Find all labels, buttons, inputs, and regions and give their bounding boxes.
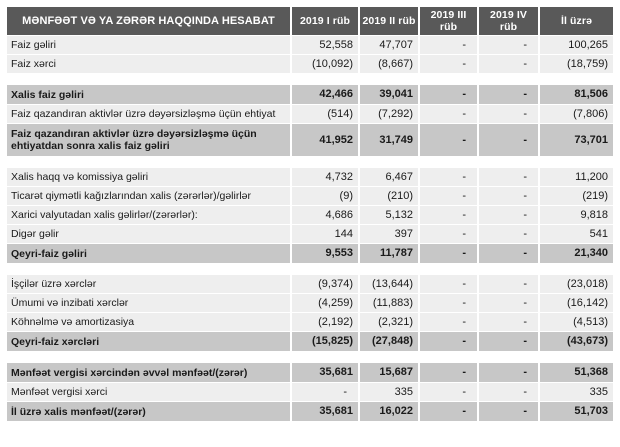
row-label: Faiz qazandıran aktivlər üzrə dəyərsizləşmə üçün ehtiyatdan sonra xalis faiz gəliri	[7, 124, 290, 156]
row-value: (11,883)	[360, 294, 418, 312]
row-value: (43,673)	[540, 332, 613, 351]
row-value: (10,092)	[292, 55, 358, 73]
row-label: Faiz gəliri	[7, 36, 290, 54]
row-label: Qeyri-faiz gəliri	[7, 244, 290, 263]
row-value: 144	[292, 225, 358, 243]
row-value: (7,292)	[360, 105, 418, 123]
row-value: -	[420, 313, 477, 331]
row-value: -	[479, 124, 538, 156]
column-header-year: İl üzrə	[540, 7, 613, 35]
row-label: Mənfəət vergisi xərcindən əvvəl mənfəət/(zərər)	[7, 363, 290, 382]
row-value: -	[479, 294, 538, 312]
table-row	[7, 363, 613, 382]
table-row	[7, 294, 613, 312]
row-value: 41,952	[292, 124, 358, 156]
row-value: -	[420, 383, 477, 401]
row-value: 335	[360, 383, 418, 401]
row-value: (16,142)	[540, 294, 613, 312]
table-row	[7, 225, 613, 243]
row-value: (7,806)	[540, 105, 613, 123]
row-label: İl üzrə xalis mənfəət/(zərər)	[7, 402, 290, 421]
row-value: 35,681	[292, 402, 358, 421]
row-value: -	[420, 55, 477, 73]
table-row	[7, 402, 613, 421]
row-value: (4,259)	[292, 294, 358, 312]
table-row	[7, 36, 613, 54]
column-header-q3: 2019 III rüb	[420, 7, 477, 35]
row-value: 11,787	[360, 244, 418, 263]
table-section	[7, 36, 613, 73]
row-value: -	[292, 383, 358, 401]
row-value: (15,825)	[292, 332, 358, 351]
row-value: 4,686	[292, 206, 358, 224]
row-value: (2,321)	[360, 313, 418, 331]
row-value: 39,041	[360, 85, 418, 104]
row-label: İşçilər üzrə xərclər	[7, 275, 290, 293]
row-value: 100,265	[540, 36, 613, 54]
row-value: 9,553	[292, 244, 358, 263]
row-value: 81,506	[540, 85, 613, 104]
row-label: Qeyri-faiz xərcləri	[7, 332, 290, 351]
table-row	[7, 313, 613, 331]
row-value: 9,818	[540, 206, 613, 224]
row-label: Mənfəət vergisi xərci	[7, 383, 290, 401]
column-header-q4: 2019 IV rüb	[479, 7, 538, 35]
table-row	[7, 55, 613, 73]
row-value: -	[420, 275, 477, 293]
row-value: -	[479, 332, 538, 351]
table-row	[7, 332, 613, 351]
row-value: -	[479, 55, 538, 73]
row-value: 35,681	[292, 363, 358, 382]
row-label: Xarici valyutadan xalis gəlirlər/(zərərlər):	[7, 206, 290, 224]
row-value: -	[479, 363, 538, 382]
row-value: -	[420, 402, 477, 421]
row-value: -	[479, 85, 538, 104]
row-value: -	[420, 225, 477, 243]
row-label: Ümumi və inzibati xərclər	[7, 294, 290, 312]
row-value: 15,687	[360, 363, 418, 382]
row-value: 5,132	[360, 206, 418, 224]
table-row	[7, 275, 613, 293]
row-value: (8,667)	[360, 55, 418, 73]
row-value: 47,707	[360, 36, 418, 54]
table-section	[7, 85, 613, 156]
table-section	[7, 168, 613, 263]
table-row	[7, 206, 613, 224]
row-label: Digər gəlir	[7, 225, 290, 243]
table-row	[7, 168, 613, 186]
table-title: MƏNFƏƏT VƏ YA ZƏRƏR HAQQINDA HESABAT	[7, 7, 290, 35]
row-value: (18,759)	[540, 55, 613, 73]
row-value: -	[479, 168, 538, 186]
table-row	[7, 383, 613, 401]
row-value: -	[479, 313, 538, 331]
row-value: -	[420, 187, 477, 205]
row-value: -	[479, 383, 538, 401]
row-value: -	[479, 187, 538, 205]
table-section	[7, 363, 613, 421]
row-value: -	[420, 124, 477, 156]
column-header-q1: 2019 I rüb	[292, 7, 358, 35]
table-section	[7, 275, 613, 351]
row-label: Ticarət qiymətli kağızlarından xalis (zərərlər)/gəlirlər	[7, 187, 290, 205]
row-label: Xalis faiz gəliri	[7, 85, 290, 104]
table-row	[7, 187, 613, 205]
row-value: 42,466	[292, 85, 358, 104]
row-value: 21,340	[540, 244, 613, 263]
row-value: -	[479, 36, 538, 54]
row-value: -	[479, 244, 538, 263]
row-value: (210)	[360, 187, 418, 205]
row-label: Faiz qazandıran aktivlər üzrə dəyərsizləşmə üçün ehtiyat	[7, 105, 290, 123]
row-value: (219)	[540, 187, 613, 205]
row-value: (13,644)	[360, 275, 418, 293]
row-value: -	[420, 206, 477, 224]
row-value: 6,467	[360, 168, 418, 186]
row-value: (9)	[292, 187, 358, 205]
row-value: 397	[360, 225, 418, 243]
row-value: 73,701	[540, 124, 613, 156]
table-row	[7, 244, 613, 263]
row-value: 52,558	[292, 36, 358, 54]
column-header-q2: 2019 II rüb	[360, 7, 418, 35]
table-row	[7, 124, 613, 156]
profit-loss-statement-table	[7, 7, 613, 421]
row-value: -	[420, 168, 477, 186]
row-value: -	[420, 85, 477, 104]
row-value: -	[479, 402, 538, 421]
row-label: Köhnəlmə və amortizasiya	[7, 313, 290, 331]
row-value: (4,513)	[540, 313, 613, 331]
table-header-row	[7, 7, 613, 35]
row-value: -	[420, 244, 477, 263]
row-value: -	[479, 206, 538, 224]
row-value: 31,749	[360, 124, 418, 156]
row-value: 16,022	[360, 402, 418, 421]
row-label: Xalis haqq və komissiya gəliri	[7, 168, 290, 186]
row-value: -	[479, 225, 538, 243]
table-row	[7, 85, 613, 104]
row-value: (514)	[292, 105, 358, 123]
row-value: -	[420, 105, 477, 123]
row-label: Faiz xərci	[7, 55, 290, 73]
row-value: -	[479, 105, 538, 123]
row-value: -	[420, 332, 477, 351]
row-value: 541	[540, 225, 613, 243]
row-value: 51,368	[540, 363, 613, 382]
row-value: (2,192)	[292, 313, 358, 331]
row-value: -	[420, 363, 477, 382]
row-value: -	[479, 275, 538, 293]
table-row	[7, 105, 613, 123]
row-value: 51,703	[540, 402, 613, 421]
row-value: -	[420, 294, 477, 312]
row-value: (27,848)	[360, 332, 418, 351]
row-value: -	[420, 36, 477, 54]
table-body	[7, 36, 613, 421]
row-value: 335	[540, 383, 613, 401]
row-value: 4,732	[292, 168, 358, 186]
row-value: (23,018)	[540, 275, 613, 293]
row-value: 11,200	[540, 168, 613, 186]
row-value: (9,374)	[292, 275, 358, 293]
